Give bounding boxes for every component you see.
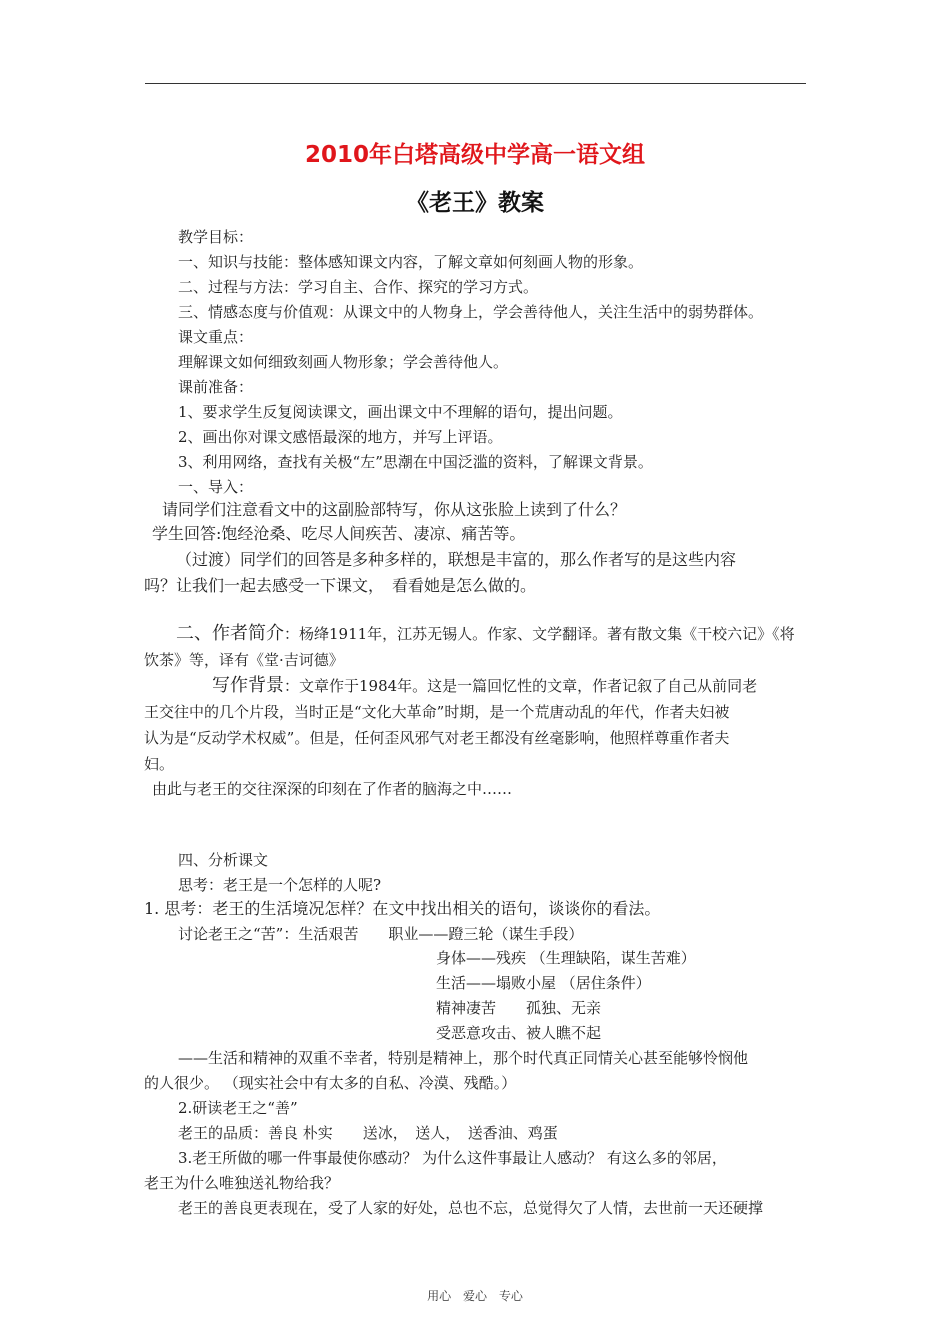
text-line: 认为是“反动学术权威”。但是，任何歪风邪气对老王都没有丝毫影响，他照样尊重作者夫: [144, 729, 730, 747]
text-line: 理解课文如何细致刻画人物形象；学会善待他人。: [178, 353, 509, 371]
text-line: 思考：老王是一个怎样的人呢?: [178, 876, 382, 894]
text-line: 学生回答:饱经沧桑、吃尽人间疾苦、凄凉、痛苦等。: [152, 524, 526, 543]
text-line: 2、画出你对课文感悟最深的地方，并写上评语。: [178, 428, 503, 446]
header-rule: [145, 83, 806, 84]
background-text: ：文章作于1984年。这是一篇回忆性的文章，作者记叙了自己从前同老: [284, 677, 758, 695]
text-line: 生活——塌败小屋 （居住条件）: [436, 974, 651, 992]
text-line: 吗？让我们一起去感受一下课文， 看看她是怎么做的。: [144, 576, 537, 595]
text-line: 由此与老王的交往深深的印刻在了作者的脑海之中……: [152, 780, 513, 798]
footer-word: 专心: [498, 1289, 523, 1303]
text-line: 三、情感态度与价值观：从课文中的人物身上，学会善待他人，关注生活中的弱势群体。: [178, 303, 764, 321]
text-line: 身体——残疾 （生理缺陷，谋生苦难）: [436, 949, 696, 967]
footer-word: 用心: [427, 1289, 452, 1303]
text-line: 四、分析课文: [178, 851, 269, 869]
text-line: 老王为什么唯独送礼物给我？: [144, 1174, 340, 1192]
text-line: 王交往中的几个片段，当时正是“文化大革命”时期，是一个荒唐动乱的年代，作者夫妇被: [144, 703, 730, 721]
footer-word: 爱心: [462, 1289, 487, 1303]
author-intro-text: ：杨绛1911年，江苏无锡人。作家、文学翻译。著有散文集《干校六记》《将: [284, 625, 795, 643]
text-line: （过渡）同学们的回答是多种多样的，联想是丰富的，那么作者写的是这些内容: [176, 550, 737, 569]
lesson-title: 《老王》教案: [406, 190, 544, 216]
text-line: 讨论老王之“苦”：生活艰苦 职业——蹬三轮（谋生手段）: [178, 925, 584, 943]
text-line: 3、利用网络，查找有关极“左”思潮在中国泛滥的资料，了解课文背景。: [178, 453, 653, 471]
page-footer: [0, 1287, 950, 1304]
text-line: [212, 676, 757, 696]
text-line: 课前准备：: [178, 378, 254, 396]
text-line: 3.老王所做的哪一件事最使你感动？ 为什么这件事最让人感动？ 有这么多的邻居，: [178, 1149, 727, 1167]
text-line: 妇。: [144, 755, 175, 773]
text-line: 一、导入：: [178, 478, 254, 496]
school-title: 2010年白塔高级中学高一语文组: [304, 142, 645, 168]
text-line: 课文重点：: [178, 328, 254, 346]
text-line: 受恶意攻击、被人瞧不起: [436, 1024, 602, 1042]
text-line: 请同学们注意看文中的这副脸部特写，你从这张脸上读到了什么？: [162, 500, 627, 519]
text-line: 老王的善良更表现在，受了人家的好处，总也不忘，总觉得欠了人情，去世前一天还硬撑: [178, 1199, 764, 1217]
text-line: 饮茶》等，译有《堂·吉诃德》: [144, 651, 344, 669]
text-line: 精神凄苦 孤独、无亲: [436, 999, 602, 1017]
text-line: [176, 624, 795, 644]
background-heading: 写作背景: [212, 675, 284, 696]
text-line: 老王的品质：善良 朴实 送冰， 送人， 送香油、鸡蛋: [178, 1124, 558, 1142]
text-line: ——生活和精神的双重不幸者，特别是精神上，那个时代真正同情关心甚至能够怜悯他: [178, 1049, 749, 1067]
text-line: 二、过程与方法：学习自主、合作、探究的学习方式。: [178, 278, 539, 296]
text-line: 1. 思考：老王的生活境况怎样？在文中找出相关的语句，谈谈你的看法。: [144, 899, 661, 918]
text-line: 1、要求学生反复阅读课文，画出课文中不理解的语句，提出问题。: [178, 403, 623, 421]
text-line: 一、知识与技能：整体感知课文内容，了解文章如何刻画人物的形象。: [178, 253, 644, 271]
text-line: 的人很少。 （现实社会中有太多的自私、冷漠、残酷。）: [144, 1074, 517, 1092]
text-line: 2.研读老王之“善”: [178, 1099, 298, 1117]
author-intro-heading: 二、作者简介: [176, 623, 284, 644]
text-line: 教学目标：: [178, 228, 254, 246]
